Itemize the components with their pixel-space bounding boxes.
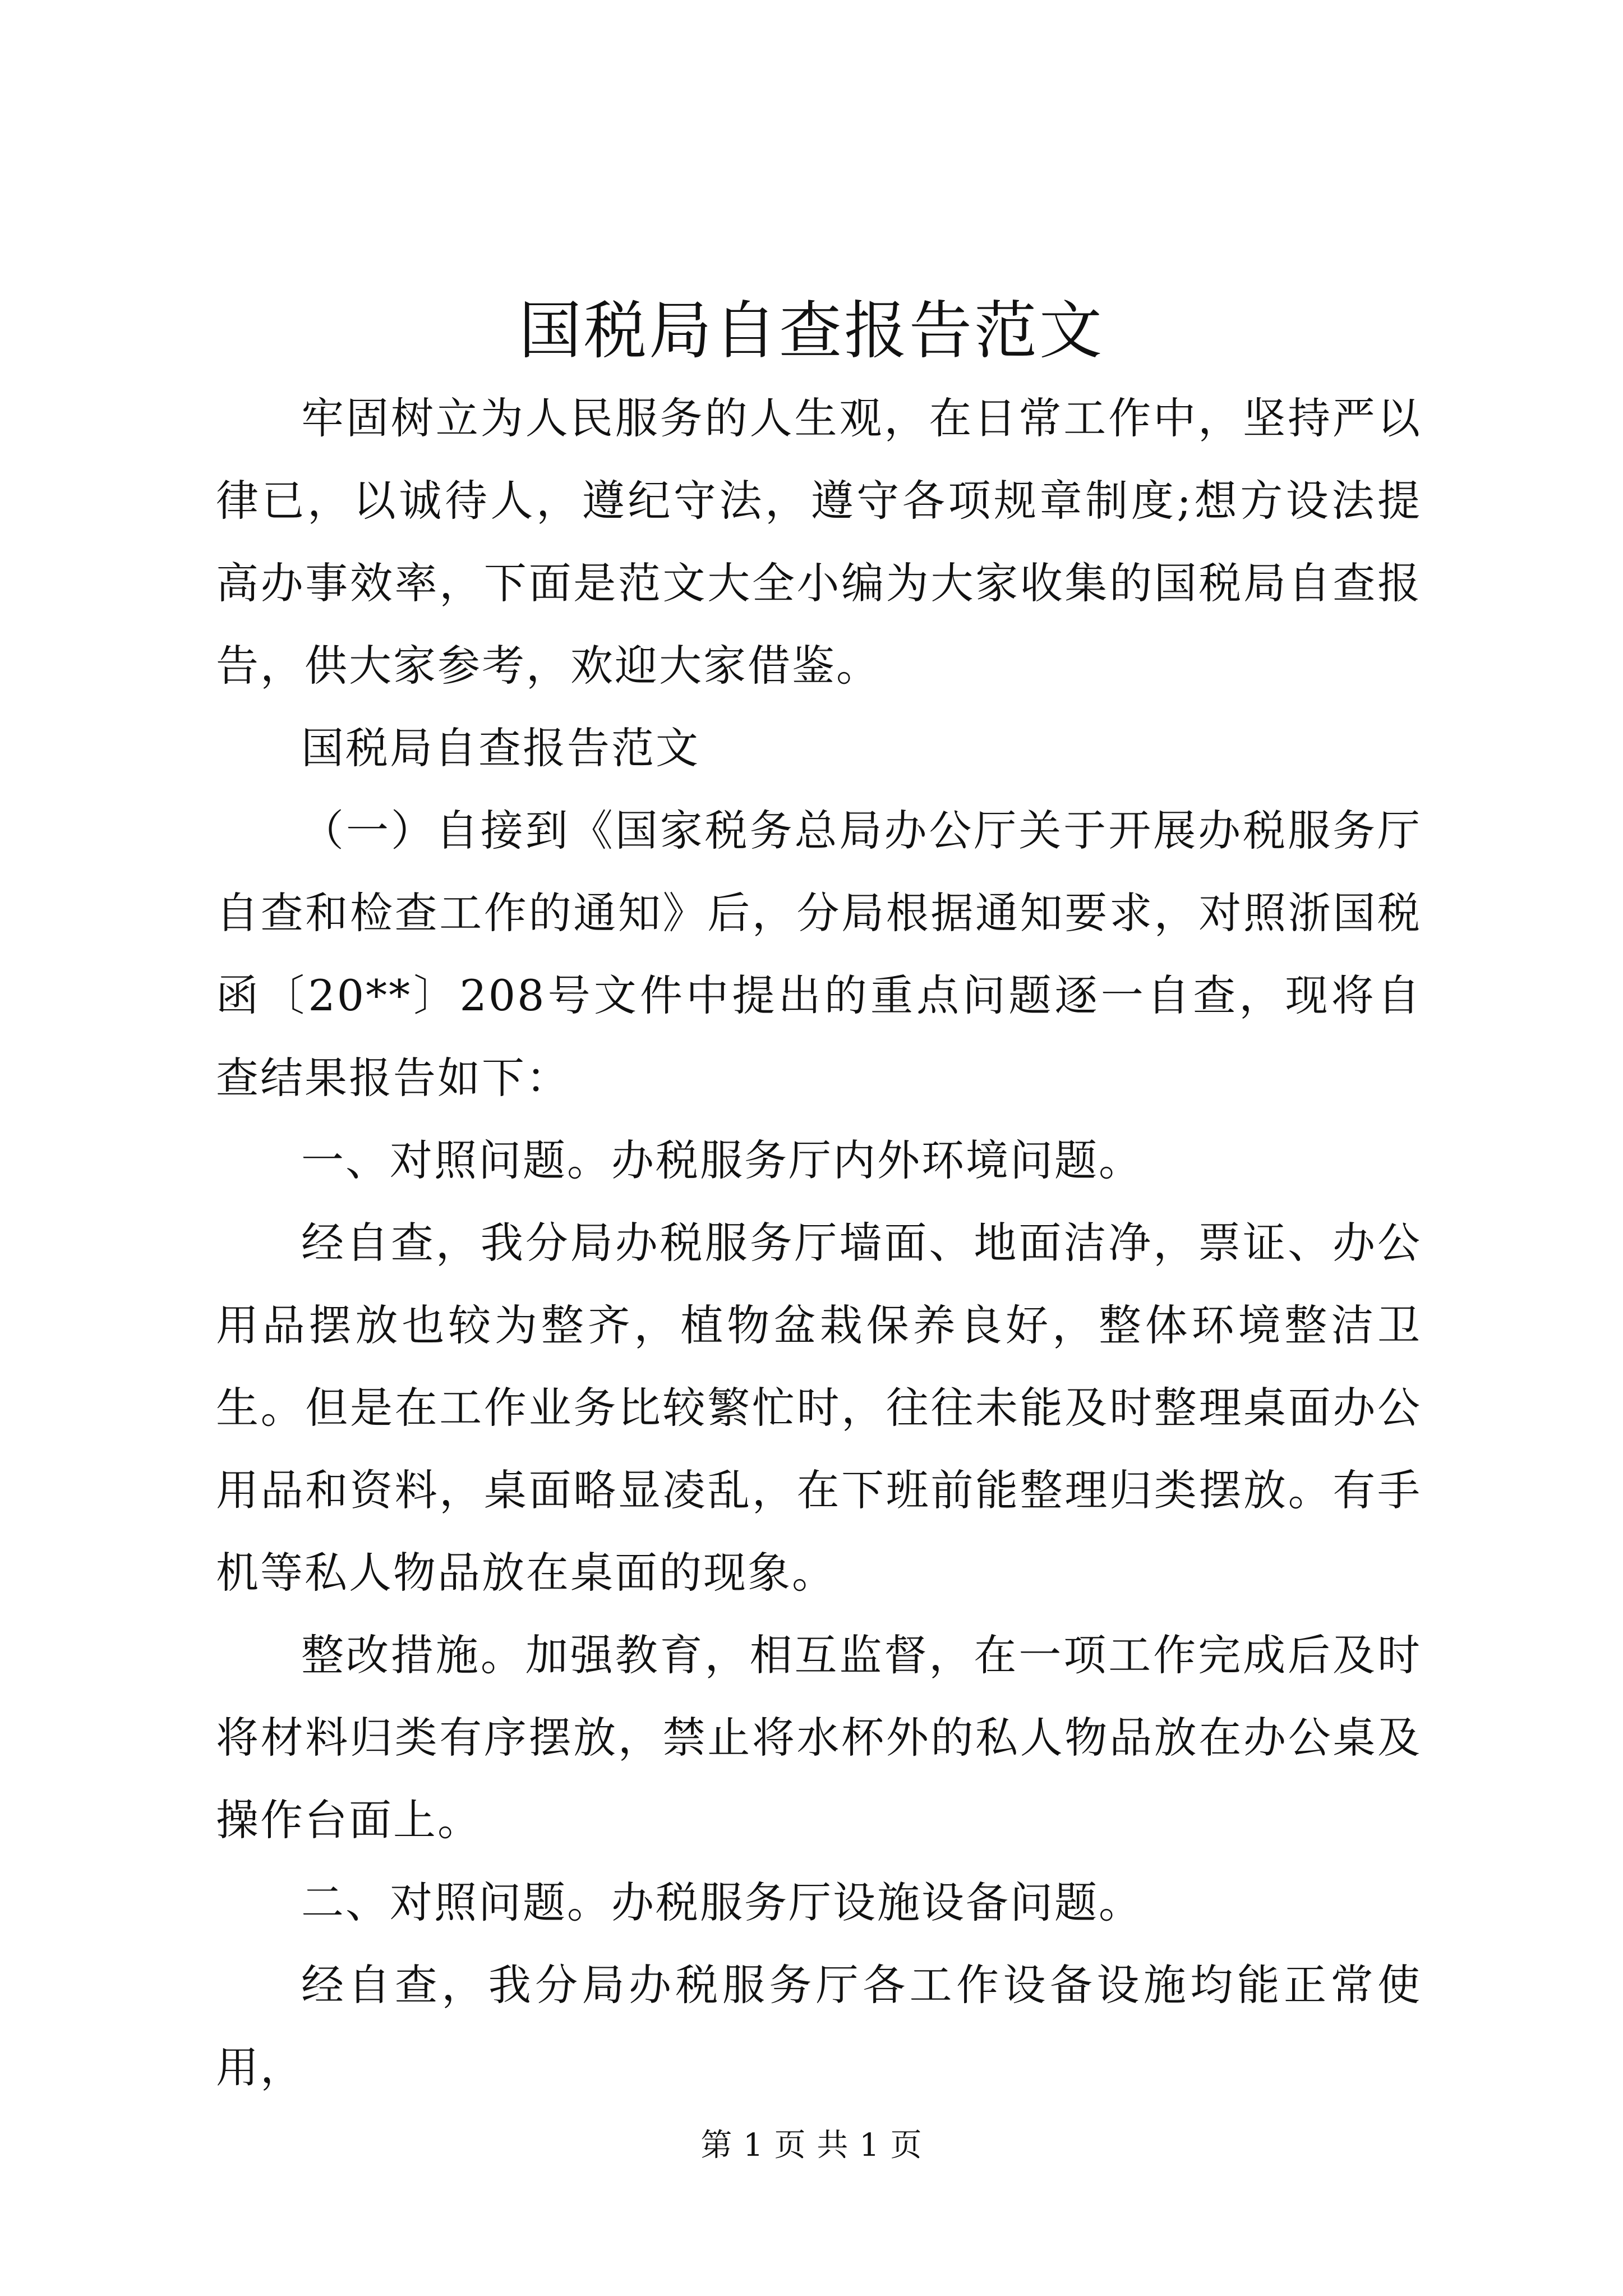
page-number-footer: 第 1 页 共 1 页 — [700, 2127, 923, 2164]
document-body — [216, 377, 1422, 2109]
paragraph-rectification-measures: 整改措施。加强教育，相互监督，在一项工作完成后及时将材料归类有序摆放，禁止将水杯外的私人物品放在办公桌及操作台面上。 — [216, 1630, 1422, 1845]
paragraph-self-check-environment: 经自查，我分局办税服务厅墙面、地面洁净，票证、办公用品摆放也较为整齐，植物盆栽保养良好，整体环境整洁卫生。但是在工作业务比较繁忙时，往往未能及时整理桌面办公用品和资料，桌面略显凌乱，在下班前能整理归类摆放。有手机等私人物品放在桌面的现象。 — [216, 1218, 1422, 1598]
paragraph-self-check-facilities: 经自查，我分局办税服务厅各工作设备设施均能正常使用， — [216, 1960, 1422, 2092]
document-title: 国税局自查报告范文 — [519, 295, 1104, 367]
paragraph-issue-facilities: 二、对照问题。办税服务厅设施设备问题。 — [301, 1878, 1143, 1927]
paragraph-section-one-intro: （一）自接到《国家税务总局办公厅关于开展办税服务厅自查和检查工作的通知》后，分局根据通知要求，对照浙国税函〔20**〕208号文件中提出的重点问题逐一自查，现将自查结果报告如下： — [216, 806, 1422, 1103]
paragraph-issue-environment: 一、对照问题。办税服务厅内外环境问题。 — [301, 1135, 1143, 1185]
paragraph-subtitle: 国税局自查报告范文 — [301, 723, 700, 773]
paragraph-intro: 牢固树立为人民服务的人生观，在日常工作中，坚持严以律已，以诚待人，遵纪守法，遵守各项规章制度;想方设法提高办事效率，下面是范文大全小编为大家收集的国税局自查报告，供大家参考，欢迎大家借鉴。 — [216, 393, 1422, 691]
